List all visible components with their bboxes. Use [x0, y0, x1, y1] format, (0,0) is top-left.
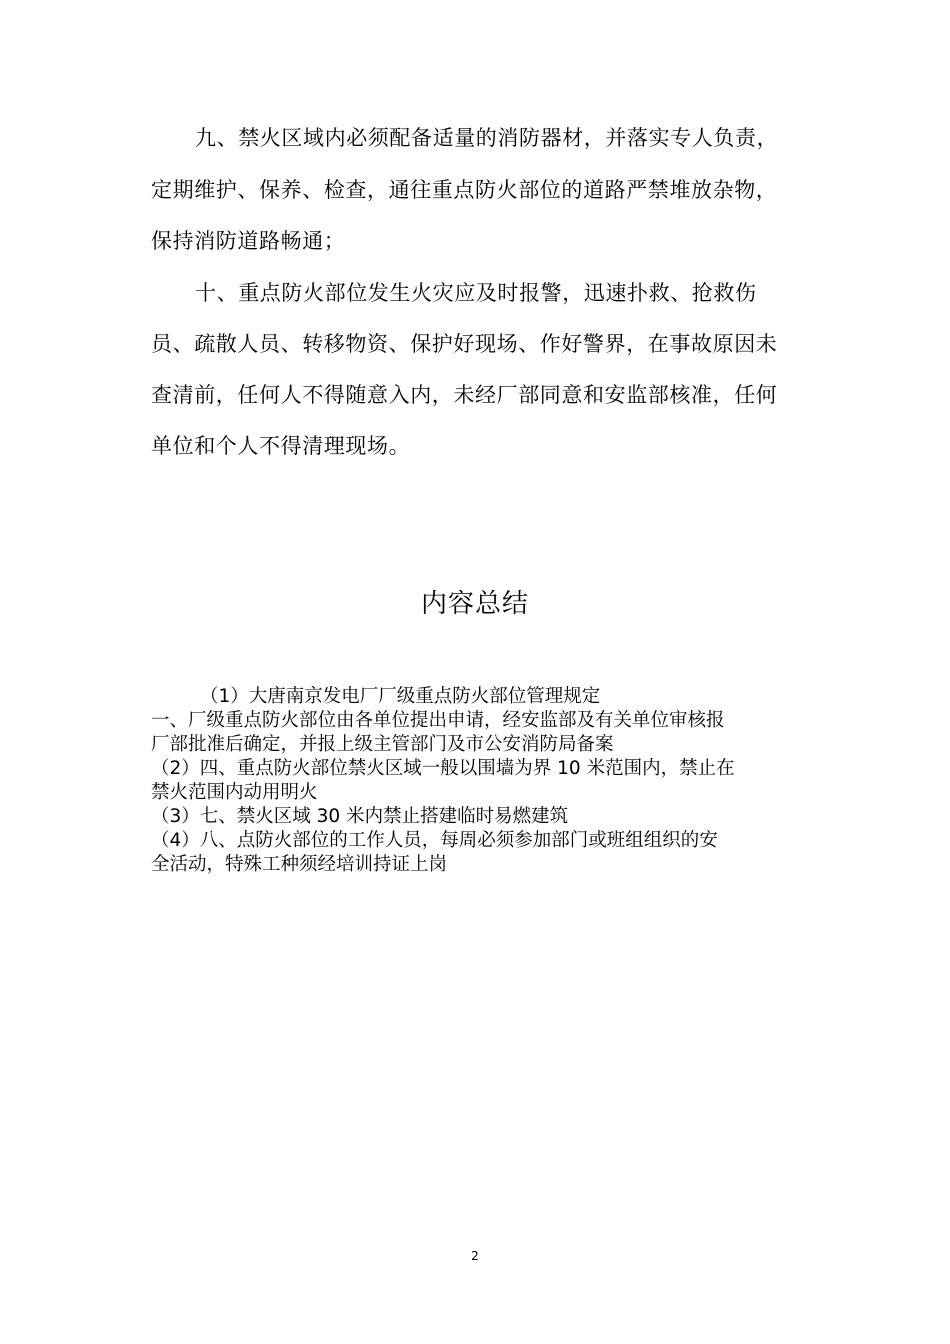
page-number: 2: [471, 1249, 479, 1263]
summary-line: （1）大唐南京发电厂厂级重点防火部位管理规定: [200, 686, 601, 707]
summary-line: 全活动，特殊工种须经培训持证上岗: [151, 854, 448, 875]
body-paragraph-10-line-4: 单位和个人不得清理现场。: [151, 434, 411, 458]
body-paragraph-9-line-1: 九、禁火区域内必须配备适量的消防器材，并落实专人负责，: [195, 126, 779, 150]
summary-line: （4）八、点防火部位的工作人员，每周必须参加部门或班组组织的安: [151, 830, 718, 851]
body-paragraph-9-line-3: 保持消防道路畅通；: [151, 229, 346, 253]
summary-line: 厂部批准后确定，并报上级主管部门及市公安消防局备案: [151, 734, 614, 755]
body-paragraph-9-line-2: 定期维护、保养、检查，通往重点防火部位的道路严禁堆放杂物，: [151, 178, 778, 202]
summary-title: 内容总结: [420, 589, 529, 619]
body-paragraph-10-line-1: 十、重点防火部位发生火灾应及时报警，迅速扑救、抢救伤: [195, 281, 757, 305]
body-paragraph-10-line-3: 查清前，任何人不得随意入内，未经厂部同意和安监部核准，任何: [151, 383, 778, 407]
summary-line: （2）四、重点防火部位禁火区域一般以围墙为界 10 米范围内，禁止在: [151, 758, 735, 779]
body-paragraph-10-line-2: 员、疏散人员、转移物资、保护好现场、作好警界，在事故原因未: [151, 332, 778, 356]
summary-line: （3）七、禁火区域 30 米内禁止搭建临时易燃建筑: [151, 806, 569, 827]
summary-line: 禁火范围内动用明火: [151, 782, 318, 803]
summary-line: 一、厂级重点防火部位由各单位提出申请，经安监部及有关单位审核报: [151, 710, 725, 731]
